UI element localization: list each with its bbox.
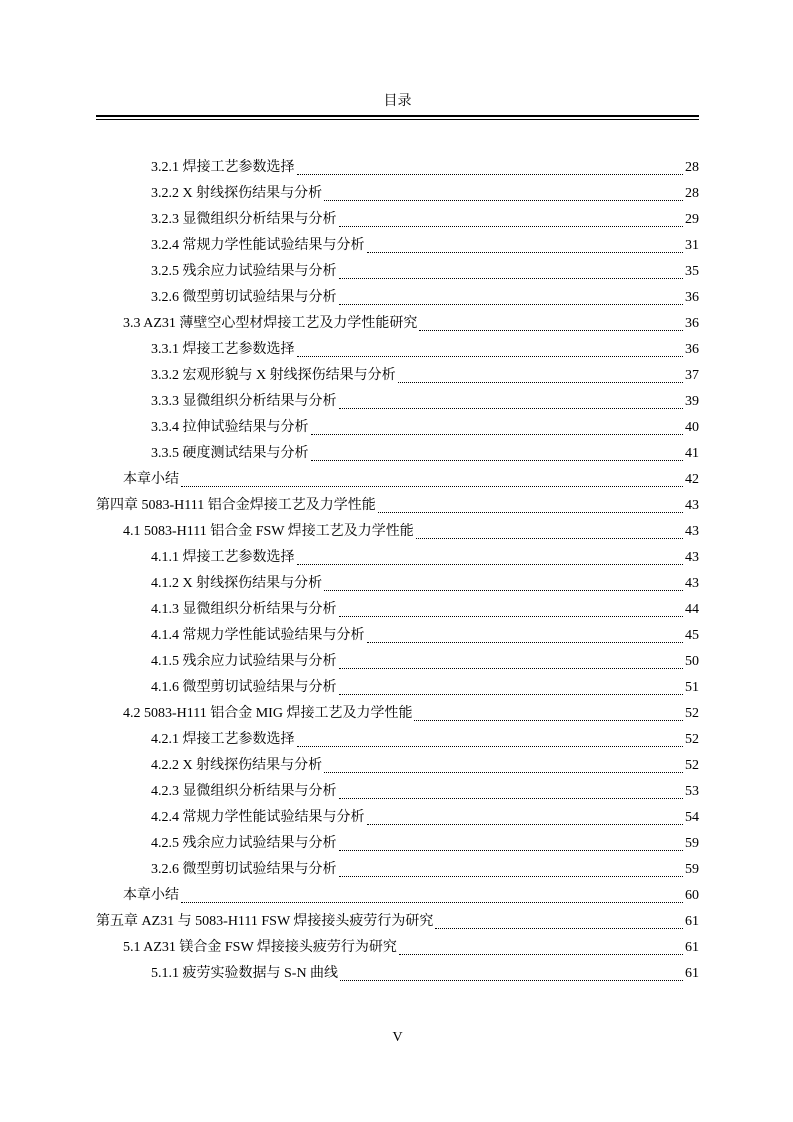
toc-entry-page: 43 xyxy=(685,576,699,591)
toc-entry-page: 39 xyxy=(685,394,699,409)
toc-entry[interactable] xyxy=(96,337,699,363)
toc-leader-dots xyxy=(297,564,684,565)
toc-entry-page: 28 xyxy=(685,160,699,175)
toc-leader-dots xyxy=(339,226,684,227)
toc-entry-title: 第四章 5083-H111 铝合金焊接工艺及力学性能 xyxy=(96,498,376,513)
toc-entry-title: 4.2.5 残余应力试验结果与分析 xyxy=(151,836,337,851)
toc-entry-title: 4.1 5083-H111 铝合金 FSW 焊接工艺及力学性能 xyxy=(123,524,414,539)
toc-entry[interactable] xyxy=(96,519,699,545)
toc-leader-dots xyxy=(339,876,684,877)
toc-leader-dots xyxy=(339,616,684,617)
toc-entry[interactable] xyxy=(96,467,699,493)
toc-entry-page: 52 xyxy=(685,706,699,721)
toc-entry-page: 28 xyxy=(685,186,699,201)
toc-entry-title: 4.1.6 微型剪切试验结果与分析 xyxy=(151,680,337,695)
toc-entry-title: 3.3 AZ31 薄壁空心型材焊接工艺及力学性能研究 xyxy=(123,316,418,331)
toc-entry[interactable] xyxy=(96,363,699,389)
toc-entry-page: 61 xyxy=(685,966,699,981)
toc-entry-title: 3.3.1 焊接工艺参数选择 xyxy=(151,342,295,357)
toc-leader-dots xyxy=(324,590,683,591)
toc-entry[interactable] xyxy=(96,259,699,285)
toc-entry-page: 54 xyxy=(685,810,699,825)
toc-entry[interactable] xyxy=(96,753,699,779)
toc-entry[interactable] xyxy=(96,675,699,701)
toc-entry-title: 3.2.5 残余应力试验结果与分析 xyxy=(151,264,337,279)
toc-entry-title: 4.1.2 X 射线探伤结果与分析 xyxy=(151,576,323,591)
toc-entry-title: 4.1.1 焊接工艺参数选择 xyxy=(151,550,295,565)
toc-entry-title: 5.1 AZ31 镁合金 FSW 焊接接头疲劳行为研究 xyxy=(123,940,397,955)
toc-entry-page: 60 xyxy=(685,888,699,903)
toc-leader-dots xyxy=(367,824,684,825)
toc-leader-dots xyxy=(297,356,684,357)
toc-leader-dots xyxy=(339,278,684,279)
toc-entry-page: 36 xyxy=(685,290,699,305)
toc-entry[interactable] xyxy=(96,961,699,987)
toc-entry-page: 52 xyxy=(685,758,699,773)
toc-entry-title: 3.3.3 显微组织分析结果与分析 xyxy=(151,394,337,409)
toc-leader-dots xyxy=(398,382,683,383)
toc-entry-page: 44 xyxy=(685,602,699,617)
toc-entry[interactable] xyxy=(96,805,699,831)
toc-entry[interactable] xyxy=(96,389,699,415)
toc-leader-dots xyxy=(311,460,684,461)
toc-entry-page: 31 xyxy=(685,238,699,253)
toc-entry-title: 3.3.2 宏观形貌与 X 射线探伤结果与分析 xyxy=(151,368,396,383)
toc-entry-page: 61 xyxy=(685,914,699,929)
toc-entry-title: 4.1.3 显微组织分析结果与分析 xyxy=(151,602,337,617)
toc-entry[interactable] xyxy=(96,649,699,675)
toc-entry-title: 3.2.2 X 射线探伤结果与分析 xyxy=(151,186,323,201)
toc-entry[interactable] xyxy=(96,233,699,259)
toc-entry-page: 40 xyxy=(685,420,699,435)
header-rule-thin xyxy=(96,119,699,120)
toc-entry-title: 4.2.2 X 射线探伤结果与分析 xyxy=(151,758,323,773)
page-number: V xyxy=(392,1030,403,1045)
toc-entry-page: 52 xyxy=(685,732,699,747)
toc-entry[interactable] xyxy=(96,831,699,857)
toc-leader-dots xyxy=(419,330,683,331)
toc-entry-page: 51 xyxy=(685,680,699,695)
toc-leader-dots xyxy=(339,850,684,851)
toc-entry-page: 43 xyxy=(685,524,699,539)
toc-entry-title: 4.1.5 残余应力试验结果与分析 xyxy=(151,654,337,669)
toc-entry[interactable] xyxy=(96,493,699,519)
toc-entry-title: 本章小结 xyxy=(123,472,179,487)
toc-leader-dots xyxy=(378,512,683,513)
toc-leader-dots xyxy=(416,538,683,539)
toc-entry-page: 45 xyxy=(685,628,699,643)
toc-entry[interactable] xyxy=(96,597,699,623)
toc-entry-page: 50 xyxy=(685,654,699,669)
toc-entry-page: 35 xyxy=(685,264,699,279)
toc-entry-title: 4.2.3 显微组织分析结果与分析 xyxy=(151,784,337,799)
toc-entry-page: 42 xyxy=(685,472,699,487)
toc-leader-dots xyxy=(311,434,684,435)
toc-entry[interactable] xyxy=(96,207,699,233)
toc-leader-dots xyxy=(297,746,684,747)
toc-entry-title: 3.2.4 常规力学性能试验结果与分析 xyxy=(151,238,365,253)
toc-entry[interactable] xyxy=(96,181,699,207)
toc-entry[interactable] xyxy=(96,441,699,467)
toc-entry[interactable] xyxy=(96,779,699,805)
toc-entry-title: 4.1.4 常规力学性能试验结果与分析 xyxy=(151,628,365,643)
toc-entry-title: 3.2.3 显微组织分析结果与分析 xyxy=(151,212,337,227)
toc-entry-page: 59 xyxy=(685,836,699,851)
toc-leader-dots xyxy=(181,486,683,487)
toc-entry-title: 4.2.1 焊接工艺参数选择 xyxy=(151,732,295,747)
toc-entry-title: 3.2.1 焊接工艺参数选择 xyxy=(151,160,295,175)
toc-entry[interactable] xyxy=(96,415,699,441)
toc-entry-page: 37 xyxy=(685,368,699,383)
toc-entry[interactable] xyxy=(96,883,699,909)
toc-leader-dots xyxy=(324,772,683,773)
toc-leader-dots xyxy=(339,694,684,695)
table-of-contents xyxy=(96,155,699,987)
toc-entry-page: 61 xyxy=(685,940,699,955)
running-header: 目录 xyxy=(383,94,412,109)
toc-leader-dots xyxy=(297,174,684,175)
toc-entry-title: 本章小结 xyxy=(123,888,179,903)
toc-leader-dots xyxy=(339,408,684,409)
toc-leader-dots xyxy=(367,642,684,643)
toc-entry-title: 4.2.4 常规力学性能试验结果与分析 xyxy=(151,810,365,825)
toc-entry[interactable] xyxy=(96,909,699,935)
toc-entry[interactable] xyxy=(96,701,699,727)
toc-entry-page: 59 xyxy=(685,862,699,877)
toc-entry-title: 4.2 5083-H111 铝合金 MIG 焊接工艺及力学性能 xyxy=(123,706,413,721)
toc-entry[interactable] xyxy=(96,545,699,571)
toc-leader-dots xyxy=(339,304,684,305)
header-rule-thick xyxy=(96,115,699,117)
toc-entry-title: 3.3.4 拉伸试验结果与分析 xyxy=(151,420,309,435)
toc-leader-dots xyxy=(339,798,684,799)
toc-leader-dots xyxy=(435,928,683,929)
toc-entry[interactable] xyxy=(96,623,699,649)
toc-entry[interactable] xyxy=(96,571,699,597)
toc-entry-page: 53 xyxy=(685,784,699,799)
toc-entry-title: 3.3.5 硬度测试结果与分析 xyxy=(151,446,309,461)
toc-entry-title: 第五章 AZ31 与 5083-H111 FSW 焊接接头疲劳行为研究 xyxy=(96,914,434,929)
toc-entry-page: 41 xyxy=(685,446,699,461)
toc-leader-dots xyxy=(399,954,683,955)
toc-leader-dots xyxy=(340,980,683,981)
toc-entry-page: 43 xyxy=(685,550,699,565)
toc-entry[interactable] xyxy=(96,311,699,337)
toc-entry-title: 3.2.6 微型剪切试验结果与分析 xyxy=(151,290,337,305)
toc-entry[interactable] xyxy=(96,285,699,311)
toc-entry[interactable] xyxy=(96,155,699,181)
toc-entry-page: 43 xyxy=(685,498,699,513)
toc-entry[interactable] xyxy=(96,935,699,961)
toc-leader-dots xyxy=(181,902,683,903)
toc-entry-page: 36 xyxy=(685,316,699,331)
toc-entry-page: 36 xyxy=(685,342,699,357)
toc-leader-dots xyxy=(414,720,683,721)
toc-entry[interactable] xyxy=(96,727,699,753)
toc-leader-dots xyxy=(324,200,683,201)
toc-leader-dots xyxy=(339,668,684,669)
toc-entry-page: 29 xyxy=(685,212,699,227)
toc-leader-dots xyxy=(367,252,684,253)
toc-entry-title: 3.2.6 微型剪切试验结果与分析 xyxy=(151,862,337,877)
toc-entry-title: 5.1.1 疲劳实验数据与 S-N 曲线 xyxy=(151,966,339,981)
toc-entry[interactable] xyxy=(96,857,699,883)
